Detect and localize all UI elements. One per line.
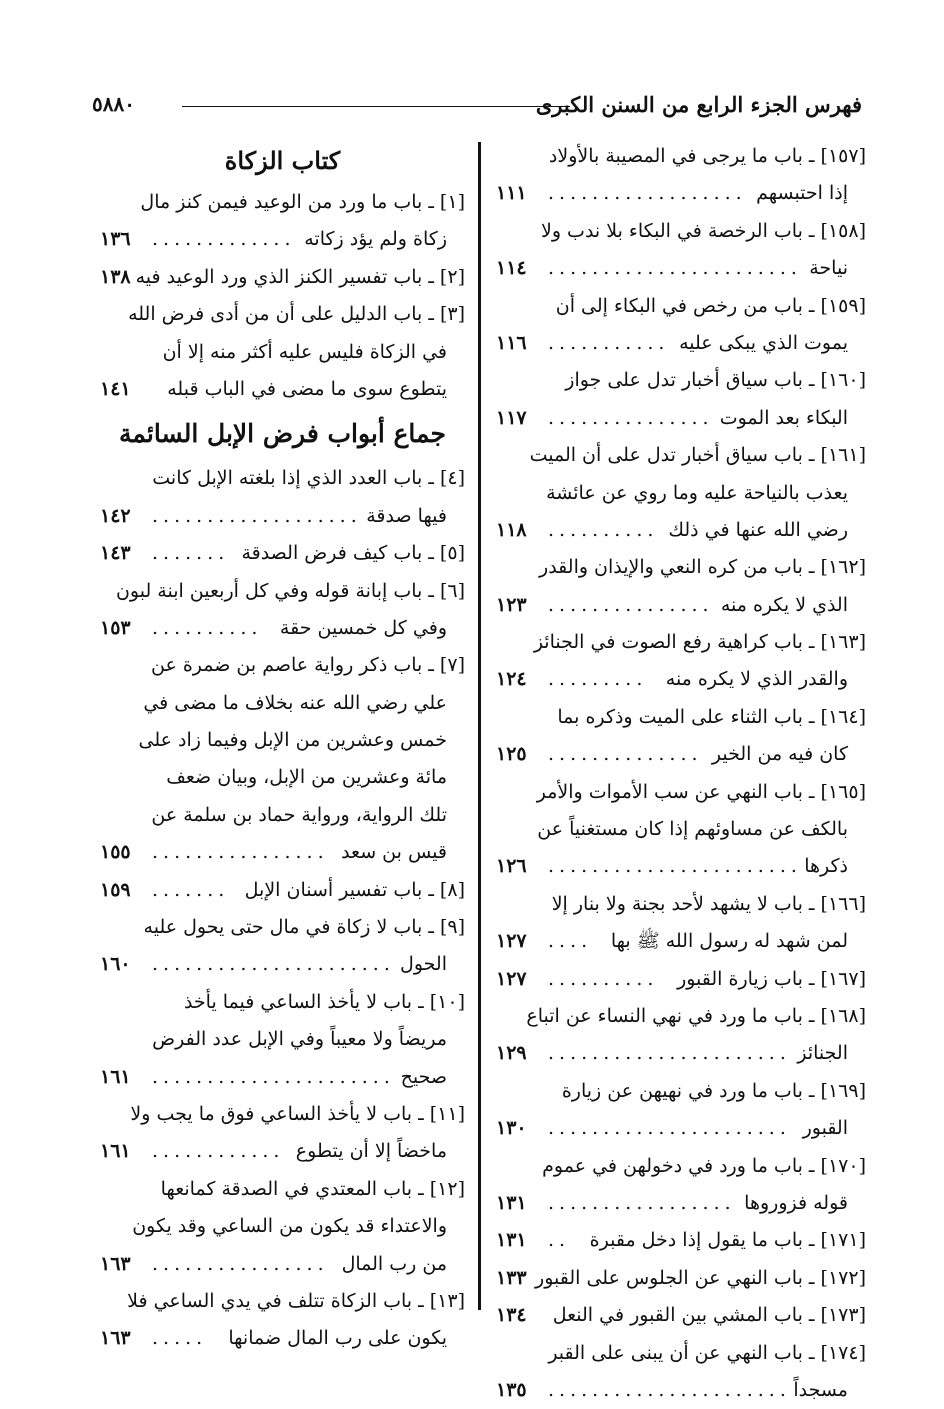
index-entry-line	[496, 699, 866, 736]
entry-page-number: ١٣١	[496, 1191, 527, 1214]
index-entry-line	[100, 259, 465, 296]
index-entry-line	[496, 1185, 866, 1222]
entry-text: خمس وعشرين من الإبل وفيما زاد على	[138, 729, 447, 752]
index-entry-line	[496, 549, 866, 586]
leader-dots: .........	[548, 668, 648, 691]
entry-text: إذا احتبسهم	[756, 182, 848, 205]
index-entry-line	[496, 624, 866, 661]
entry-page-number: ١١١	[496, 182, 527, 205]
entry-text: [١٧٤] ـ باب النهي عن أن يبنى على القبر	[548, 1341, 866, 1364]
column-divider	[478, 142, 481, 1310]
index-entry-line	[496, 923, 866, 960]
entry-text: [١٧٠] ـ باب ما ورد في دخولهن في عموم	[542, 1154, 866, 1177]
entry-text: الحول	[400, 953, 447, 976]
entry-text: يموت الذي يبكى عليه	[679, 331, 848, 354]
entry-text: [١٧٣] ـ باب المشي بين القبور في النعل	[552, 1304, 866, 1327]
index-entry-line	[100, 1021, 465, 1058]
leader-dots: ......................	[548, 1117, 791, 1140]
index-entry-line	[100, 872, 465, 909]
entry-page-number: ١٦١	[100, 1065, 131, 1088]
entry-page-number: ١٢٣	[496, 593, 527, 616]
right-column	[496, 138, 866, 1409]
entry-text: [١٦٣] ـ باب كراهية رفع الصوت في الجنائز	[533, 631, 866, 654]
index-entry-line	[496, 325, 866, 362]
index-entry-line	[496, 961, 866, 998]
entry-page-number: ١٥٩	[100, 878, 131, 901]
entry-text: قوله فزوروها	[744, 1191, 848, 1214]
entry-page-number: ١١٧	[496, 406, 527, 429]
entry-text: الجنائز	[797, 1042, 848, 1065]
leader-dots: ..........	[548, 967, 659, 990]
entry-page-number: ١٢٤	[496, 668, 527, 691]
entry-text: فيها صدقة	[366, 504, 447, 527]
entry-text: الذي لا يكره منه	[720, 593, 848, 616]
leader-dots: .....	[152, 1327, 208, 1350]
index-entry-line	[496, 587, 866, 624]
entry-page-number: ١٣٠	[496, 1117, 527, 1140]
index-entry-line	[496, 362, 866, 399]
entry-text: وفي كل خمسين حقة	[279, 616, 447, 639]
index-entry-line	[496, 1222, 866, 1259]
leader-dots: ............	[152, 1140, 285, 1163]
index-entry-line	[100, 722, 465, 759]
entry-page-number: ١٦٣	[100, 1252, 131, 1275]
index-entry-line	[100, 334, 465, 371]
index-entry-line	[100, 296, 465, 333]
entry-page-number: ١٢٥	[496, 743, 527, 766]
index-entry-line	[100, 834, 465, 871]
section-heading-camels: جماع أبواب فرض الإبل السائمة	[119, 419, 446, 449]
index-entry-line	[100, 371, 465, 408]
leader-dots: ..............	[548, 743, 703, 766]
entry-page-number: ١٣٦	[100, 228, 131, 251]
leader-dots: ...................	[152, 504, 362, 527]
entry-text: القبور	[802, 1117, 848, 1140]
index-entry-line	[496, 736, 866, 773]
header-rule	[182, 106, 570, 107]
index-entry-line	[100, 1133, 465, 1170]
entry-page-number: ١٤٢	[100, 504, 131, 527]
index-entry-line	[100, 460, 465, 497]
index-entry-line	[496, 1335, 866, 1372]
entry-text: [٦] ـ باب إبانة قوله وفي كل أربعين ابنة لبون	[115, 579, 465, 602]
entry-text: لمن شهد له رسول الله ﷺ بها	[610, 930, 848, 953]
entry-page-number: ١٣١	[496, 1229, 527, 1252]
entry-text: [١٦٥] ـ باب النهي عن سب الأموات والأمر	[536, 780, 866, 803]
section-heading-zakat: كتاب الزكاة	[224, 146, 341, 175]
index-entry-line	[496, 1073, 866, 1110]
entry-text: [٧] ـ باب ذكر رواية عاصم بن ضمرة عن	[150, 654, 465, 677]
entry-text: [١] ـ باب ما ورد من الوعيد فيمن كنز مال	[140, 191, 465, 213]
page-number: ٥٨٨٠	[92, 92, 135, 116]
header-title: فهرس الجزء الرابع من السنن الكبرى	[535, 92, 862, 117]
entry-text: [١٥٧] ـ باب ما يرجى في المصيبة بالأولاد	[548, 145, 866, 167]
entry-page-number: ١٣٥	[496, 1378, 527, 1401]
index-entry-line	[100, 797, 465, 834]
index-entry-line	[100, 184, 465, 221]
entry-page-number: ١٢٧	[496, 930, 527, 953]
index-entry-line	[496, 213, 866, 250]
entry-text: [١٧٢] ـ باب النهي عن الجلوس على القبور	[535, 1266, 866, 1289]
index-entry-line	[100, 946, 465, 983]
entry-text: [١١] ـ باب لا يأخذ الساعي فوق ما يجب ولا	[130, 1102, 465, 1125]
index-entry-line	[100, 1320, 465, 1357]
leader-dots: ...............	[548, 593, 714, 616]
section-zakat-entries	[100, 184, 465, 408]
entry-text: مريضاً ولا معيباً وفي الإبل عدد الفرض	[152, 1028, 447, 1051]
entry-text: [١٦٧] ـ باب زيارة القبور	[677, 967, 866, 990]
index-entry-line	[100, 1208, 465, 1245]
entry-text: يكون على رب المال ضمانها	[228, 1327, 447, 1350]
index-entry-line	[100, 685, 465, 722]
index-entry-line	[100, 573, 465, 610]
entry-page-number: ١٢٩	[496, 1042, 527, 1065]
leader-dots: .......	[152, 542, 230, 565]
entry-text: كان فيه من الخير	[711, 743, 848, 766]
leader-dots: ......................	[152, 953, 395, 976]
entry-text: [١٧١] ـ باب ما يقول إذا دخل مقبرة	[589, 1229, 866, 1252]
entry-text: [٩] ـ باب لا زكاة في مال حتى يحول عليه	[143, 916, 465, 939]
leader-dots: ..................	[548, 182, 747, 205]
entry-page-number: ١٣٨	[100, 265, 131, 288]
entry-text: من رب المال	[341, 1252, 447, 1275]
entry-text: [١٦٦] ـ باب لا يشهد لأحد بجنة ولا بنار إلا	[551, 892, 866, 915]
entry-text: [٣] ـ باب الدليل على أن من أدى فرض الله	[128, 303, 465, 326]
entry-text: [١٥٩] ـ باب من رخص في البكاء إلى أن	[555, 294, 866, 317]
entry-text: [١٦٨] ـ باب ما ورد في نهي النساء عن اتباع	[526, 1004, 866, 1027]
leader-dots: .................	[548, 1191, 736, 1214]
entry-text: والاعتداء قد يكون من الساعي وقد يكون	[132, 1215, 447, 1238]
entry-page-number: ١٦١	[100, 1140, 131, 1163]
entry-page-number: ١٦٠	[100, 953, 131, 976]
leader-dots: ......................	[152, 1065, 395, 1088]
entry-text: [١٦٠] ـ باب سياق أخبار تدل على جواز	[565, 369, 866, 392]
entry-text: [١٣] ـ باب الزكاة تتلف في يدي الساعي فلا	[127, 1289, 465, 1312]
leader-dots: ......................	[548, 1378, 791, 1401]
index-entry-line	[496, 848, 866, 885]
index-entry-line	[496, 998, 866, 1035]
index-entry-line	[496, 1148, 866, 1185]
section-camels-entries	[100, 460, 465, 1357]
entry-text: قيس بن سعد	[341, 841, 447, 864]
entry-page-number: ١٢٧	[496, 967, 527, 990]
entry-page-number: ١٦٣	[100, 1327, 131, 1350]
entry-text: [١٦٤] ـ باب الثناء على الميت وذكره بما	[557, 705, 866, 728]
entry-text: [٤] ـ باب العدد الذي إذا بلغته الإبل كانت	[152, 467, 465, 490]
index-entry-line	[100, 984, 465, 1021]
index-entry-line	[496, 1035, 866, 1072]
index-entry-line	[100, 535, 465, 572]
entry-page-number: ١٣٤	[496, 1304, 527, 1327]
index-entry-line	[496, 1297, 866, 1334]
left-column	[100, 138, 465, 1358]
entry-text: والقدر الذي لا يكره منه	[665, 668, 848, 691]
leader-dots: .......	[152, 878, 230, 901]
entry-text: [١٦١] ـ باب سياق أخبار تدل على أن الميت	[529, 444, 866, 467]
index-entry-line	[496, 661, 866, 698]
index-entry-line	[100, 221, 465, 258]
index-entry-line	[100, 498, 465, 535]
leader-dots: ..	[548, 1229, 571, 1252]
index-entry-line	[100, 1096, 465, 1133]
entry-page-number: ١٤١	[100, 377, 131, 400]
leader-dots: ...............	[548, 406, 714, 429]
index-entry-line	[496, 1260, 866, 1297]
entry-page-number: ١٥٥	[100, 841, 131, 864]
index-entry-line	[100, 909, 465, 946]
leader-dots: ................	[152, 841, 329, 864]
entry-text: علي رضي الله عنه بخلاف ما مضى في	[143, 691, 447, 714]
entry-page-number: ١٥٣	[100, 616, 131, 639]
index-entry-line	[100, 759, 465, 796]
leader-dots: ......................	[548, 1042, 791, 1065]
index-entry-line	[496, 175, 866, 212]
entry-text: البكاء بعد الموت	[719, 406, 848, 429]
leader-dots: ...........	[548, 331, 670, 354]
index-entry-line	[100, 1283, 465, 1320]
index-entry-line	[100, 1059, 465, 1096]
entry-page-number: ١١٦	[496, 331, 527, 354]
index-entry-line	[496, 512, 866, 549]
entry-page-number: ١٢٦	[496, 855, 527, 878]
entry-text: يعذب بالنياحة عليه وما روي عن عائشة	[546, 481, 848, 504]
entry-page-number: ١١٨	[496, 518, 527, 541]
index-entry-line	[496, 1372, 866, 1409]
entry-text: نياحة	[809, 257, 848, 280]
index-entry-line	[100, 647, 465, 684]
index-entry-line	[496, 250, 866, 287]
entry-text: [١٠] ـ باب لا يأخذ الساعي فيما يأخذ	[183, 990, 465, 1013]
entry-text: ذكرها	[804, 855, 848, 878]
index-entry-line	[496, 400, 866, 437]
leader-dots: .......................	[548, 257, 802, 280]
entry-text: يتطوع سوى ما مضى في الباب قبله	[167, 377, 447, 400]
entry-text: [١٢] ـ باب المعتدي في الصدقة كمانعها	[160, 1177, 465, 1200]
leader-dots: .......................	[548, 855, 802, 878]
entry-text: مسجداً	[793, 1378, 848, 1401]
entry-page-number: ١١٤	[496, 257, 527, 280]
leader-dots: ....	[548, 930, 593, 953]
page-header	[92, 86, 862, 126]
index-entry-line	[496, 437, 866, 474]
index-entry-line	[496, 811, 866, 848]
entry-text: بالكف عن مساوئهم إذا كان مستغنياً عن	[537, 818, 848, 841]
leader-dots: .............	[152, 228, 296, 251]
entry-text: [١٦٩] ـ باب ما ورد في نهيهن عن زيارة	[561, 1079, 866, 1102]
index-entry-line	[496, 886, 866, 923]
index-entry-line	[100, 1171, 465, 1208]
leader-dots: ..........	[152, 616, 263, 639]
index-entry-line	[496, 1110, 866, 1147]
entry-text: زكاة ولم يؤد زكاته	[304, 228, 447, 251]
leader-dots: ................	[152, 1252, 329, 1275]
index-entry-line	[496, 475, 866, 512]
entry-text: [٨] ـ باب تفسير أسنان الإبل	[244, 878, 465, 901]
entry-text: [١٥٨] ـ باب الرخصة في البكاء بلا ندب ولا	[541, 219, 866, 242]
entry-text: صحيح	[400, 1065, 447, 1088]
entry-text: [١٦٢] ـ باب من كره النعي والإيذان والقدر	[539, 556, 866, 579]
entry-page-number: ١٣٣	[496, 1266, 527, 1289]
index-entry-line	[496, 288, 866, 325]
index-entry-line	[496, 138, 866, 175]
entry-text: [٥] ـ باب كيف فرض الصدقة	[241, 542, 465, 565]
entry-text: رضي الله عنها في ذلك	[668, 518, 848, 541]
entry-page-number: ١٤٣	[100, 542, 131, 565]
index-entry-line	[496, 774, 866, 811]
entry-text: في الزكاة فليس عليه أكثر منه إلا أن	[162, 340, 447, 363]
index-entry-line	[100, 610, 465, 647]
leader-dots: ..........	[548, 518, 659, 541]
entry-text: مائة وعشرين من الإبل، وبيان ضعف	[166, 766, 447, 789]
entry-text: تلك الرواية، ورواية حماد بن سلمة عن	[151, 803, 447, 826]
index-entry-line	[100, 1246, 465, 1283]
entry-text: ماخضاً إلا أن يتطوع	[295, 1140, 447, 1163]
entry-text: [٢] ـ باب تفسير الكنز الذي ورد الوعيد فيه	[135, 265, 465, 288]
